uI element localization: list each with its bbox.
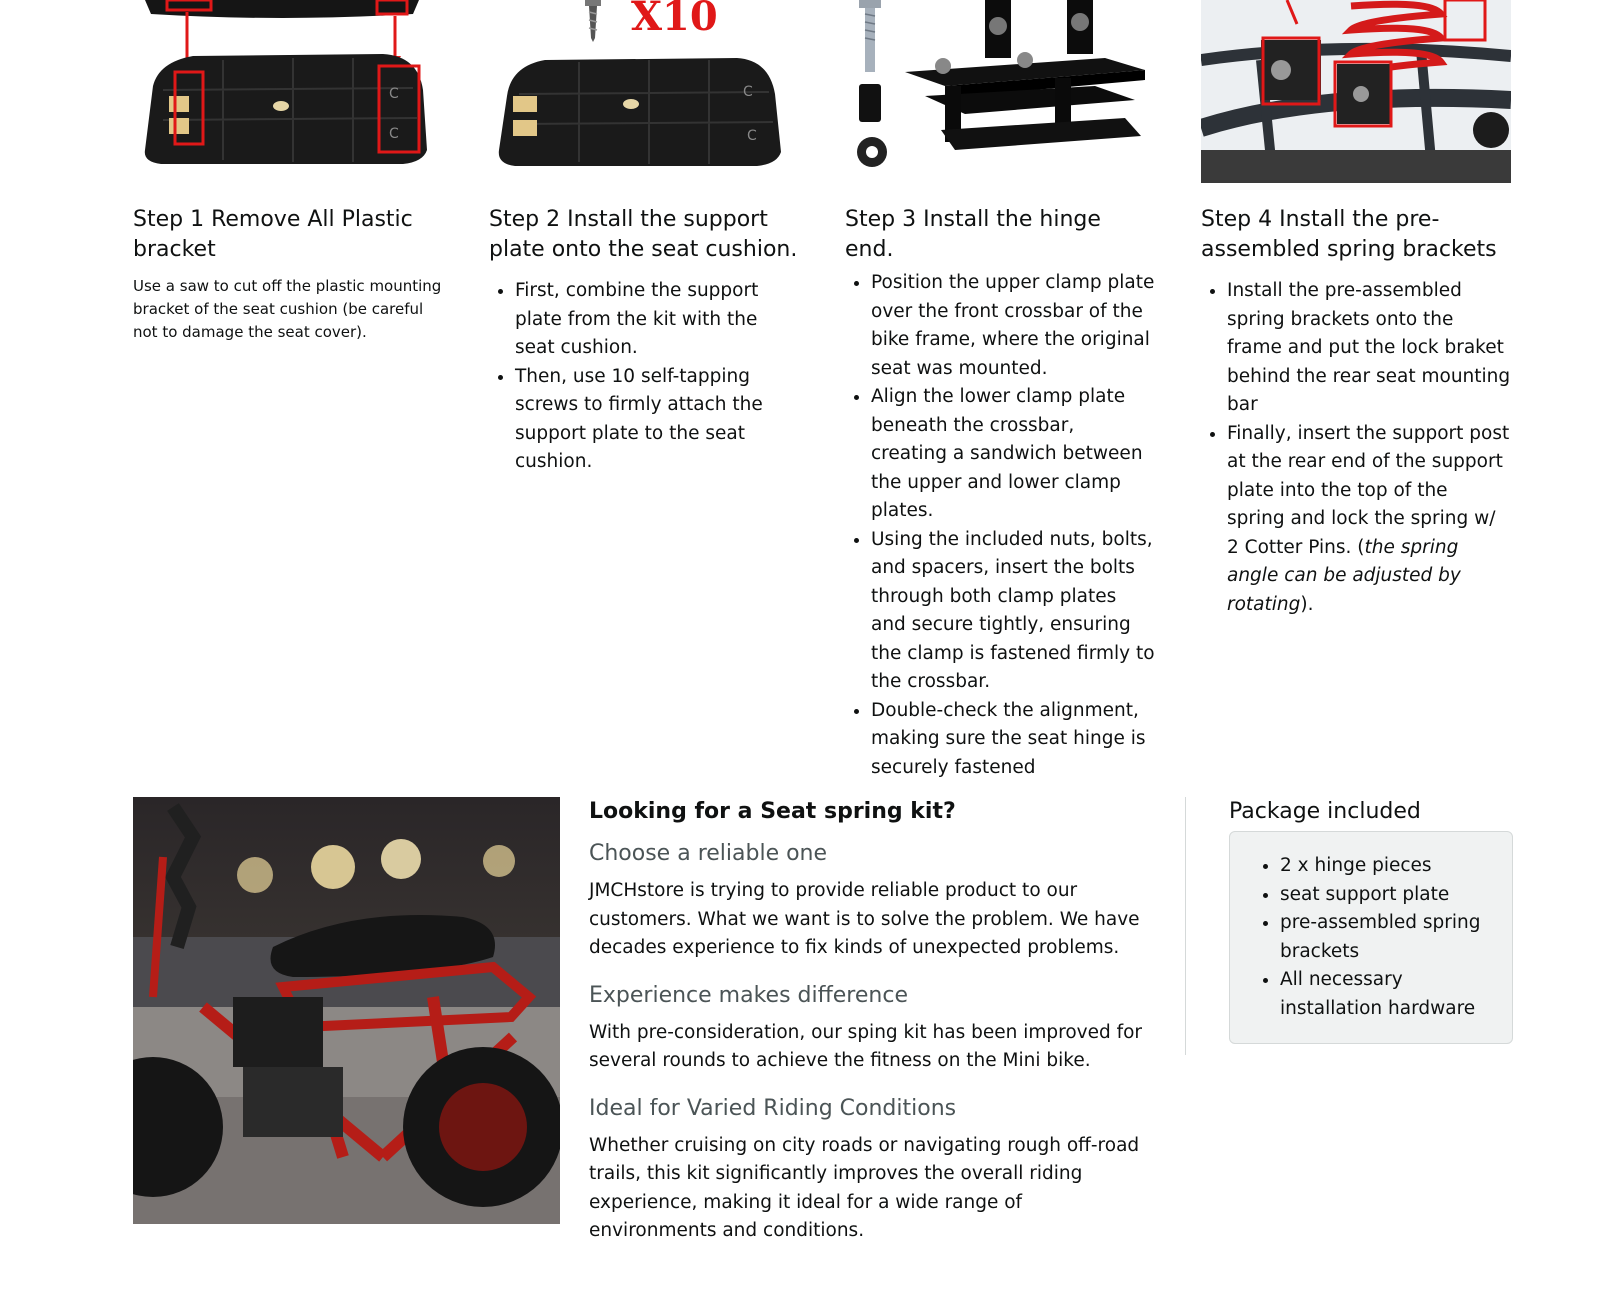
mini-bike-icon — [133, 797, 560, 1224]
about-paragraph: With pre-consideration, our sping kit has been improved for several rounds to achieve the fitness on the Mini bike. — [589, 1021, 1143, 1071]
step-1-image — [133, 0, 443, 183]
step-4-title: Step 4 Install the pre-assembled spring brackets — [1201, 207, 1497, 262]
hinge-clamp-icon — [845, 0, 1155, 183]
step-2-list — [489, 277, 799, 477]
step-2-image — [489, 0, 799, 183]
list-item: • seat support plate — [1280, 881, 1498, 910]
about-heading: Looking for a Seat spring kit? — [589, 799, 956, 824]
about-subheading: Choose a reliable one — [589, 841, 828, 866]
list-item: • All necessary installation hardware — [1280, 966, 1498, 1023]
list-item: • Install the pre-assembled spring brackets onto the frame and put the lock braket behind the rear seat mounting bar — [1227, 277, 1511, 420]
svg-text:C: C — [743, 84, 753, 100]
package-section — [1229, 797, 1513, 1044]
step-1-column — [133, 0, 443, 344]
step-4-image — [1201, 0, 1511, 183]
vertical-divider — [1185, 797, 1186, 1055]
list-item: • Using the included nuts, bolts, and spacers, insert the bolts through both clamp plates and secure tightly, ensuring the clamp is fastened firmly to the crossbar. — [871, 526, 1155, 697]
mini-bike-photo — [133, 797, 560, 1224]
list-item-text-end: ). — [1300, 593, 1314, 615]
list-item: • Then, use 10 self-tapping screws to firmly attach the support plate to the seat cushion. — [515, 363, 799, 477]
step-1-description: Use a saw to cut off the plastic mounting bracket of the seat cushion (be careful not to damage the seat cover). — [133, 277, 442, 341]
svg-text:C: C — [747, 128, 757, 144]
package-list — [1256, 852, 1498, 1023]
list-item-italic-note: the spring angle can be adjusted by rotating — [1227, 536, 1461, 615]
about-paragraph: JMCHstore is trying to provide reliable product to our customers. What we want is to solve the problem. We have decades experience to fix kinds of unexpected problems. — [589, 880, 1140, 958]
about-section — [589, 797, 1149, 1246]
step-2-title: Step 2 Install the support plate onto the seat cushion. — [489, 207, 798, 262]
about-subheading: Experience makes difference — [589, 982, 908, 1008]
step-3-image — [845, 0, 1155, 183]
screw-and-plate-icon — [489, 0, 799, 183]
list-item — [1227, 420, 1511, 620]
list-item-text: Finally, insert the support post at the rear end of the support plate into the top of the spring and lock the spring w/ 2 Cotter Pins. ( — [1227, 422, 1510, 558]
list-item: • 2 x hinge pieces — [1280, 852, 1498, 881]
package-box — [1229, 831, 1513, 1044]
list-item: • Double-check the alignment, making sure the seat hinge is securely fastened — [871, 697, 1155, 783]
step-2-column — [489, 0, 799, 477]
step-4-column — [1201, 0, 1511, 619]
svg-text:C: C — [389, 86, 399, 102]
x10-label: X10 — [631, 0, 718, 40]
list-item: • Position the upper clamp plate over the front crossbar of the bike frame, where the original seat was mounted. — [871, 269, 1155, 383]
about-subheading: Ideal for Varied Riding Conditions — [589, 1095, 957, 1121]
step-1-title: Step 1 Remove All Plastic bracket — [133, 207, 413, 262]
step-3-list — [845, 269, 1155, 782]
list-item: • Align the lower clamp plate beneath the crossbar, creating a sandwich between the upper and lower clamp plates. — [871, 383, 1155, 526]
spring-bracket-icon — [1201, 0, 1511, 183]
about-paragraph: Whether cruising on city roads or navigating rough off-road trails, this kit significantly improves the overall riding experience, making it ideal for a wide range of environments and conditions. — [589, 1134, 1140, 1241]
package-title: Package included — [1229, 799, 1421, 824]
step-3-column — [845, 0, 1155, 782]
list-item: • pre-assembled spring brackets — [1280, 909, 1498, 966]
list-item: • First, combine the support plate from the kit with the seat cushion. — [515, 277, 799, 363]
svg-text:C: C — [389, 126, 399, 142]
step-3-title: Step 3 Install the hinge end. — [845, 207, 1101, 262]
seat-base-icon — [133, 0, 443, 183]
step-4-list — [1201, 277, 1511, 619]
